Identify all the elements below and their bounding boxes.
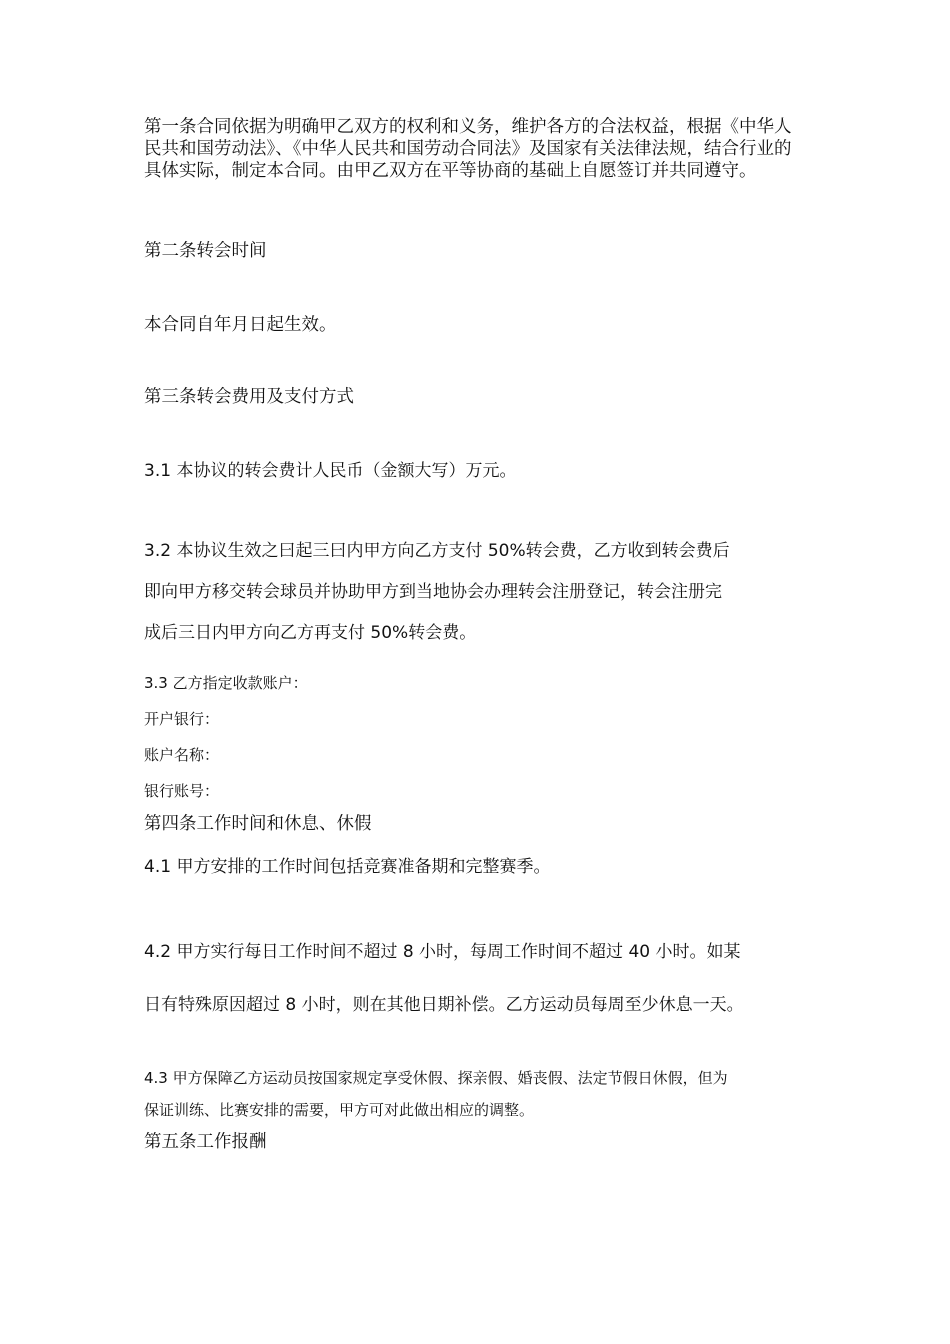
article-4-heading: 第四条工作时间和休息、休假 (144, 814, 372, 834)
account-name-label: 账户名称： (144, 746, 220, 764)
article-3-heading: 第三条转会费用及支付方式 (144, 387, 354, 407)
clause-3-1: 3.1 本协议的转会费计人民币（金额大写）万元。 (144, 461, 517, 481)
clause-4-2-line-1: 4.2 甲方实行每日工作时间不超过 8 小时，每周工作时间不超过 40 小时。如某 (144, 942, 741, 962)
article-2-heading: 第二条转会时间 (144, 241, 267, 261)
clause-3-3: 3.3 乙方指定收款账户： (144, 674, 308, 692)
clause-3-2-line-3: 成后三日内甲方向乙方再支付 50%转会费。 (144, 623, 477, 643)
clause-4-1: 4.1 甲方安排的工作时间包括竞赛准备期和完整赛季。 (144, 857, 551, 877)
account-number-label: 银行账号： (144, 782, 220, 800)
clause-3-2-line-2: 即向甲方移交转会球员并协助甲方到当地协会办理转会注册登记，转会注册完 (144, 582, 722, 602)
clause-4-3-line-1: 4.3 甲方保障乙方运动员按国家规定享受休假、探亲假、婚丧假、法定节假日休假，但为 (144, 1069, 728, 1087)
article-5-heading: 第五条工作报酬 (144, 1132, 267, 1152)
clause-4-3-line-2: 保证训练、比赛安排的需要，甲方可对此做出相应的调整。 (144, 1101, 535, 1119)
article-2-body: 本合同自年月日起生效。 (144, 315, 337, 335)
clause-4-2-line-2: 日有特殊原因超过 8 小时，则在其他日期补偿。乙方运动员每周至少休息一天。 (144, 995, 744, 1015)
article-1-paragraph: 第一条合同依据为明确甲乙双方的权利和义务，维护各方的合法权益，根据《中华人民共和国劳动法》、《中华人民共和国劳动合同法》及国家有关法律法规，结合行业的具体实际，制定本合同。由甲乙双方在平等协商的基础上自愿签订并共同遵守。 (144, 117, 792, 181)
bank-name-label: 开户银行： (144, 710, 220, 728)
clause-3-2-line-1: 3.2 本协议生效之曰起三曰内甲方向乙方支付 50%转会费，乙方收到转会费后 (144, 541, 730, 561)
